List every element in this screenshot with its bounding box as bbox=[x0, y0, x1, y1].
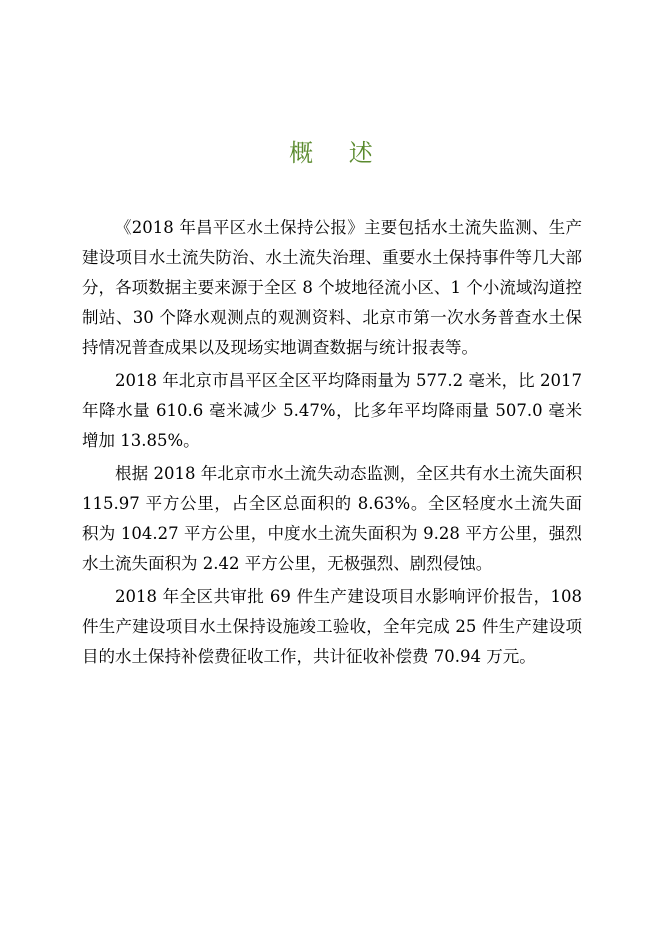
paragraph-overview: 《2018 年昌平区水土保持公报》主要包括水土流失监测、生产建设项目水土流失防治、水土流失治理、重要水土保持事件等几大部分，各项数据主要来源于全区 8 个坡地径流小区、1 个小流域沟道控制站、30 个降水观测点的观测资料、北京市第一次水务普查水土保持情况普查成果以及现场实地调查数据与统计报表等。 bbox=[82, 218, 582, 357]
paragraph-rainfall: 2018 年北京市昌平区全区平均降雨量为 577.2 毫米，比 2017 年降水量 610.6 毫米减少 5.47%，比多年平均降雨量 507.0 毫米增加 13.85%。 bbox=[82, 371, 582, 450]
page-title: 概 述 bbox=[289, 139, 387, 167]
paragraph-projects: 2018 年全区共审批 69 件生产建设项目水影响评价报告，108 件生产建设项目水土保持设施竣工验收，全年完成 25 件生产建设项目的水土保持补偿费征收工作，共计征收补偿费 70.94 万元。 bbox=[82, 587, 582, 666]
paragraph-erosion: 根据 2018 年北京市水土流失动态监测，全区共有水土流失面积 115.97 平方公里，占全区总面积的 8.63%。全区轻度水土流失面积为 104.27 平方公里，中度水土流失面积为 9.28 平方公里，强烈水土流失面积为 2.42 平方公里，无极强烈、剧烈侵蚀。 bbox=[82, 464, 582, 573]
document-body bbox=[82, 213, 582, 675]
